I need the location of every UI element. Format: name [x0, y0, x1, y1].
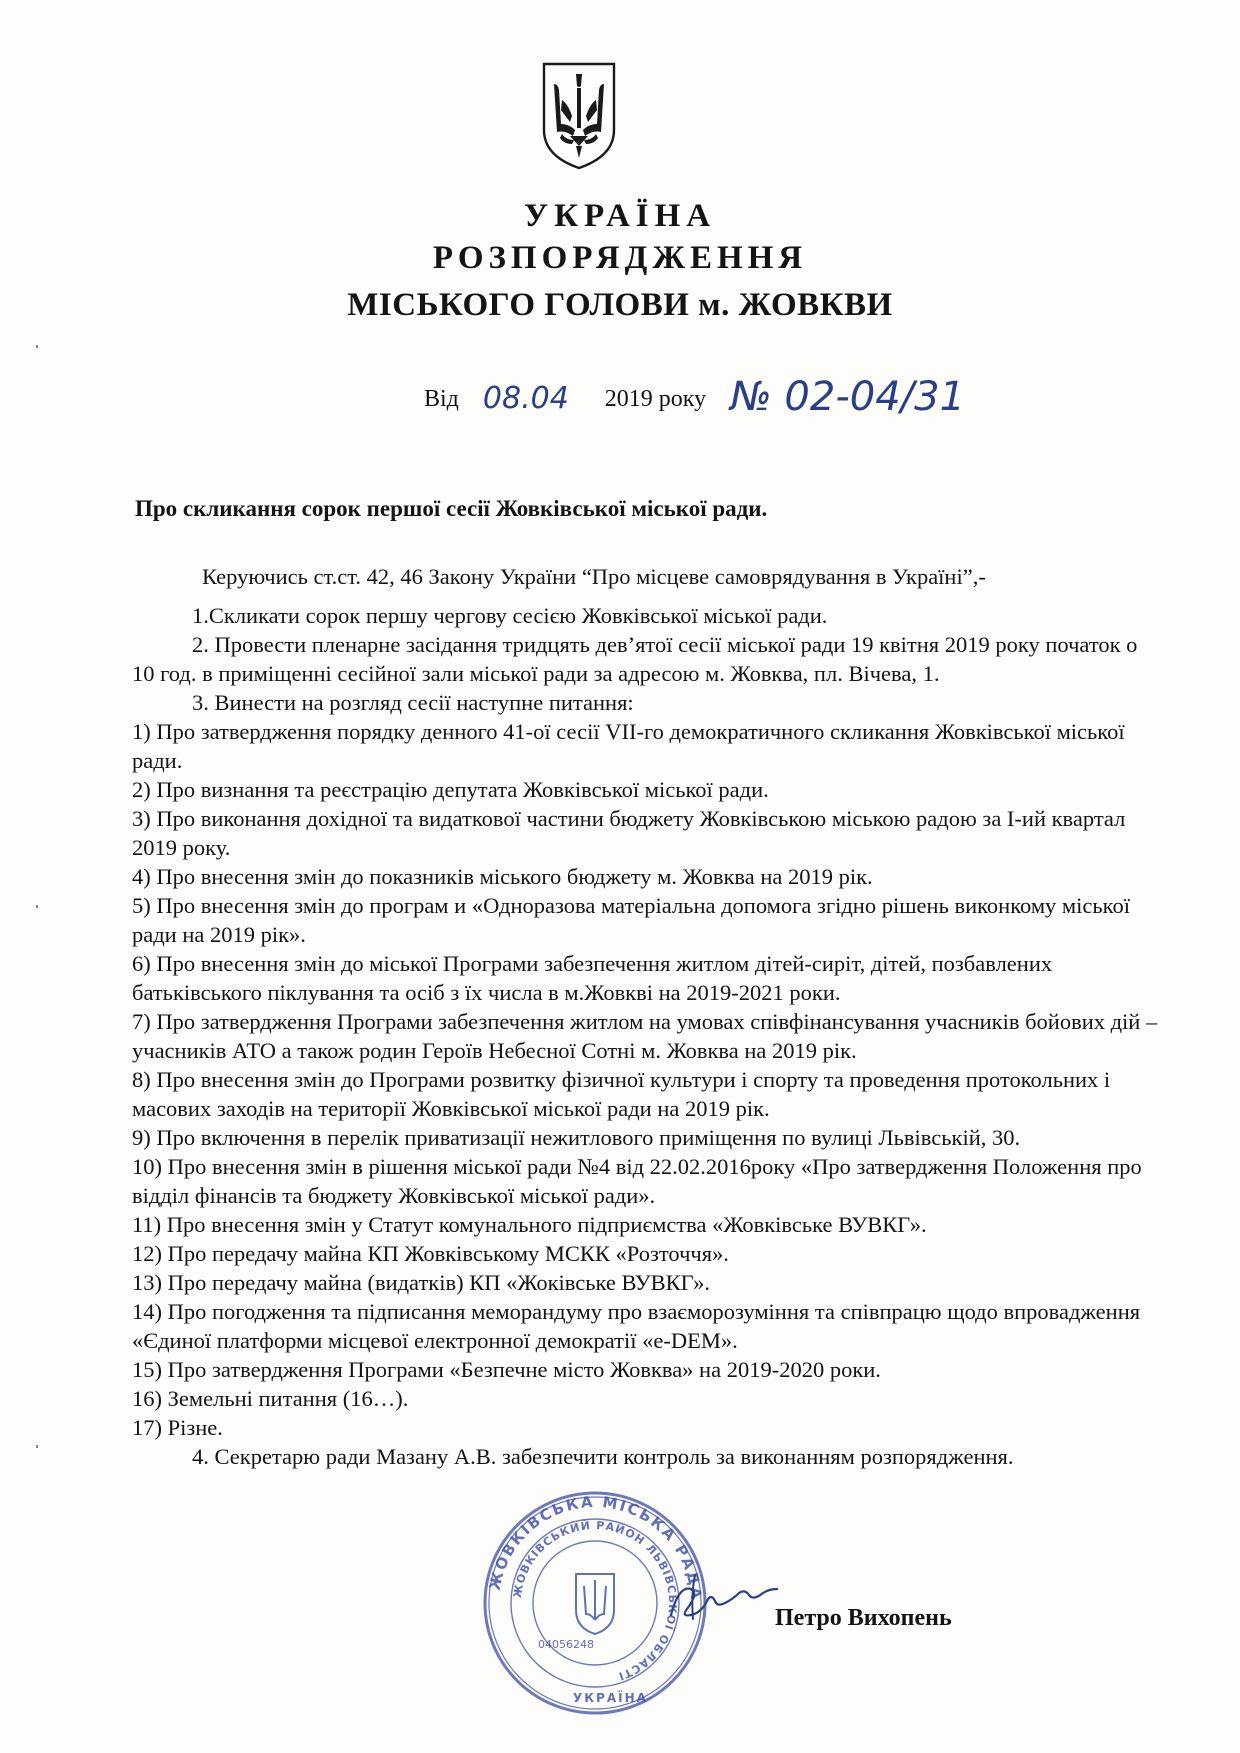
agenda-item: 7) Про затвердження Програми забезпечення житлом на умовах співфінансування учасників бойових дій – учасників АТО а також родин Героїв Небесної Сотні м. Жовква на 2019 рік.	[132, 1009, 1158, 1063]
document-type-heading: РОЗПОРЯДЖЕННЯ	[432, 240, 808, 276]
date-number-line	[424, 370, 966, 420]
issuer-heading: МІСЬКОГО ГОЛОВИ м. ЖОВКВИ	[347, 287, 893, 323]
point-4: 4. Секретарю ради Мазану А.В. забезпечити контроль за виконанням розпорядження.	[192, 1444, 1014, 1469]
svg-text:ЖОВКІВСЬКА МІСЬКА РАДА: ЖОВКІВСЬКА МІСЬКА РАДА	[485, 1492, 706, 1602]
handwritten-signature	[665, 1565, 785, 1635]
document-subject: Про скликання сорок першої сесії Жовківської міської ради.	[135, 496, 768, 521]
svg-text:04056248: 04056248	[538, 1638, 594, 1651]
point-1: 1.Скликати сорок першу чергову сесією Жовківської міської ради.	[192, 603, 828, 628]
signatory-name: Петро Вихопень	[775, 1605, 952, 1631]
agenda-item: 5) Про внесення змін до програм и «Одноразова матеріальна допомога згідно рішень виконкому міської ради на 2019 рік».	[132, 893, 1130, 947]
svg-text:ЖОВКІВСЬКИЙ РАЙОН ЛЬВІВСЬКОЇ О: ЖОВКІВСЬКИЙ РАЙОН ЛЬВІВСЬКОЇ ОБЛАСТІ	[510, 1518, 680, 1684]
agenda-item: 13) Про передачу майна (видатків) КП «Жоківське ВУВКГ».	[132, 1270, 710, 1295]
scan-mark	[36, 345, 38, 348]
trident-emblem-icon	[540, 60, 618, 172]
agenda-item: 14) Про погодження та підписання меморандуму про взаєморозуміння та співпрацю щодо впровадження «Єдиної платформи місцевої електронної демократії «e-DEM».	[132, 1299, 1141, 1353]
point-3: 3. Винести на розгляд сесії наступне питання:	[192, 690, 634, 715]
country-heading: УКРАЇНА	[523, 198, 717, 234]
point-2: 2. Провести пленарне засідання тридцять дев’ятої сесії міської ради 19 квітня 2019 року початок о 10 год. в приміщенні сесійної зали міської ради за адресою м. Жовква, пл. Вічева, 1.	[132, 632, 1138, 686]
agenda-item: 16) Земельні питання (16…).	[132, 1386, 409, 1411]
year-text: 2019 року	[604, 386, 707, 412]
agenda-item: 3) Про виконання дохідної та видаткової частини бюджету Жовківською міською радою за І-ий квартал 2019 року.	[132, 806, 1126, 860]
agenda-list	[132, 717, 1158, 1442]
document-body	[132, 562, 1158, 1471]
agenda-item: 4) Про внесення змін до показників міського бюджету м. Жовква на 2019 рік.	[132, 864, 873, 889]
agenda-item: 2) Про визнання та реєстрацію депутата Жовківської міської ради.	[132, 777, 769, 802]
legal-basis-paragraph: Керуючись ст.ст. 42, 46 Закону України “Про місцеве самоврядування в Україні”,-	[202, 564, 986, 589]
agenda-item: 17) Різне.	[132, 1415, 223, 1440]
handwritten-date: 08.04	[482, 381, 569, 416]
scan-mark	[36, 1445, 38, 1448]
handwritten-number: № 02-04/31	[730, 374, 966, 420]
svg-text:УКРАЇНА: УКРАЇНА	[573, 1691, 648, 1705]
agenda-item: 10) Про внесення змін в рішення міської ради №4 від 22.02.2016року «Про затвердження Положення про відділ фінансів та бюджету Жовківської міської ради».	[132, 1154, 1142, 1208]
agenda-item: 1) Про затвердження порядку денного 41-ої сесії VII-го демократичного скликання Жовківської міської ради.	[132, 719, 1125, 773]
agenda-item: 8) Про внесення змін до Програми розвитку фізичної культури і спорту та проведення протокольних і масових заходів на території Жовківської міської ради на 2019 рік.	[132, 1067, 1111, 1121]
agenda-item: 15) Про затвердження Програми «Безпечне місто Жовква» на 2019-2020 роки.	[132, 1357, 881, 1382]
agenda-item: 6) Про внесення змін до міської Програми забезпечення житлом дітей-сиріт, дітей, позбавлених батьківського піклування та осіб з їх числа в м.Жовкві на 2019-2021 роки.	[132, 951, 1053, 1005]
agenda-item: 9) Про включення в перелік приватизації нежитлового приміщення по вулиці Львівській, 30.	[132, 1125, 1021, 1150]
agenda-item: 11) Про внесення змін у Статут комунального підприємства «Жовківське ВУВКГ».	[132, 1212, 927, 1237]
date-prefix: Від	[424, 386, 459, 412]
scan-mark	[36, 905, 38, 908]
agenda-item: 12) Про передачу майна КП Жовківському МСКК «Розточчя».	[132, 1241, 729, 1266]
